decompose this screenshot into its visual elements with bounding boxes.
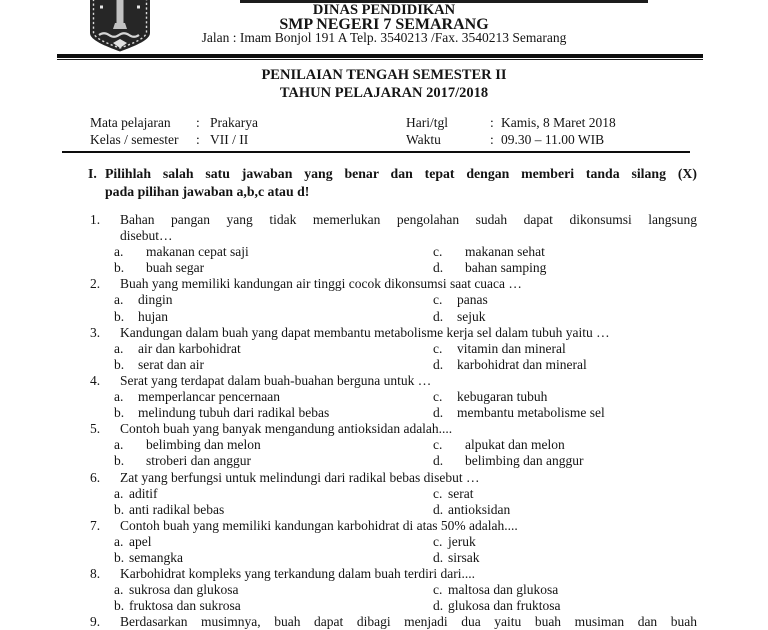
question-text: Bahan pangan yang tidak memerlukan pengolahan sudah dapat dikonsumsi langsung [120,212,697,227]
question-line [0,566,768,582]
answer-option [114,502,224,518]
option-text: fruktosa dan sukrosa [129,598,241,614]
question-number: 8. [90,566,101,582]
question-line [0,518,768,534]
answer-option [433,582,558,598]
option-letter: a. [114,533,124,549]
option-letter: a. [114,389,124,405]
question-line [0,212,768,228]
question [0,614,768,630]
option-letter: a. [114,485,124,501]
option-text: dingin [138,292,173,308]
answer-option [433,550,480,566]
answer-option [114,437,261,453]
meta-row-subject-date [0,115,768,131]
question-line [0,614,768,630]
option-letter: c. [433,485,443,501]
letterhead-divider [57,54,703,60]
question-line [0,228,768,244]
answer-option [114,389,280,405]
option-text: serat [448,485,474,501]
answer-option [114,550,183,566]
answer-option [114,486,158,502]
question-number: 4. [90,372,101,388]
instruction-line2: pada pilihan jawaban a,b,c atau d! [105,183,310,199]
answer-option [114,309,168,325]
answer-option [114,534,152,550]
question [0,325,768,373]
option-letter: b. [114,308,125,324]
exam-title-line2: TAHUN PELAJARAN 2017/2018 [279,84,489,101]
answer-option [114,341,241,357]
option-text: memperlancar pencernaan [138,389,281,405]
option-text: panas [457,292,488,308]
answer-option [114,244,249,260]
question-text: Kandungan dalam buah yang dapat membantu metabolisme kerja sel dalam tubuh yaitu … [120,324,610,340]
option-letter: b. [114,549,125,565]
question-line [0,276,768,292]
class-value: VII / II [210,131,249,147]
option-text: membantu metabolisme sel [457,405,605,421]
option-letter: c. [433,437,443,453]
question [0,276,768,324]
answer-option [433,389,547,405]
option-text: melindung tubuh dari radikal bebas [138,405,330,421]
option-text: buah segar [146,260,205,276]
answer-option [433,309,486,325]
option-letter: d. [433,405,444,421]
class-label: Kelas / semester [90,131,179,147]
option-letter: c. [433,533,443,549]
option-text: sirsak [448,549,480,565]
exam-title-line1: PENILAIAN TENGAH SEMESTER II [261,67,507,83]
answer-option [433,534,476,550]
colon: : [490,131,494,147]
answer-option [114,405,329,421]
option-text: antioksidan [448,501,511,517]
answer-option [433,598,560,614]
exam-title [0,67,768,102]
option-letter: b. [114,260,125,276]
options-row [0,582,768,598]
option-text: semangka [129,549,183,565]
option-text: makanan cepat saji [146,244,249,260]
time-label: Waktu [406,131,441,147]
answer-option [433,341,566,357]
option-letter: c. [433,582,443,598]
question-text: Berdasarkan musimnya, buah dapat dibagi menjadi dua yaitu buah musiman dan buah [120,614,697,630]
option-text: makanan sehat [465,244,545,260]
option-text: sejuk [457,308,486,324]
letterhead [0,4,768,45]
option-letter: a. [114,292,124,308]
option-letter: d. [433,260,444,276]
question-line [0,325,768,341]
option-text: belimbing dan anggur [465,453,584,469]
option-text: hujan [138,308,168,324]
option-letter: d. [433,501,444,517]
answer-option [433,486,473,502]
question [0,518,768,566]
answer-option [433,453,583,469]
question-number: 7. [90,517,101,533]
subject-label: Mata pelajaran [90,115,171,130]
option-letter: a. [114,340,124,356]
option-letter: c. [433,340,443,356]
answer-option [433,357,587,373]
question-number: 6. [90,469,101,485]
question-text: Contoh buah yang memiliki kandungan karbohidrat di atas 50% adalah.... [120,517,518,533]
answer-option [433,292,488,308]
section-numeral: I. [88,166,97,181]
option-text: sukrosa dan glukosa [129,582,239,598]
options-row [0,405,768,421]
answer-option [114,453,251,469]
question [0,373,768,421]
option-text: apel [129,533,152,549]
option-text: bahan samping [465,260,547,276]
date-label: Hari/tgl [406,115,448,130]
option-text: serat dan air [138,356,204,372]
option-letter: b. [114,501,125,517]
answer-option [114,357,204,373]
option-letter: b. [114,453,125,469]
meta-divider [62,151,690,153]
option-letter: b. [114,356,125,372]
school-name: SMP NEGERI 7 SEMARANG [279,15,489,33]
answer-option [433,437,565,453]
question [0,470,768,518]
question [0,421,768,469]
option-letter: c. [433,244,443,260]
question-number: 5. [90,421,101,437]
question-text: Karbohidrat kompleks yang terkandung dalam buah terdiri dari.... [120,566,476,582]
answer-option [433,405,605,421]
option-text: glukosa dan fruktosa [448,598,561,614]
option-text: anti radikal bebas [129,501,225,517]
answer-option [114,598,241,614]
instruction-line1: Pilihlah salah satu jawaban yang benar dan tepat dengan memberi tanda silang (X) [105,166,697,181]
option-letter: a. [114,244,124,260]
agency-name: DINAS PENDIDIKAN [312,2,456,18]
question-number: 9. [90,614,101,630]
options-row [0,309,768,325]
options-row [0,598,768,614]
option-text: aditif [129,485,158,501]
time-value: 09.30 – 11.00 WIB [501,131,605,147]
options-row [0,260,768,276]
question-number: 1. [90,212,101,227]
question-line [0,470,768,486]
options-row [0,453,768,469]
answer-option [433,260,546,276]
question-text: Zat yang berfungsi untuk melindungi dari radikal bebas disebut … [120,469,480,485]
option-letter: d. [433,598,444,614]
answer-option [114,292,173,308]
answer-option [433,244,545,260]
question-number: 3. [90,324,101,340]
option-text: karbohidrat dan mineral [457,356,587,372]
question-number: 2. [90,276,101,292]
options-row [0,437,768,453]
option-text: belimbing dan melon [146,437,261,453]
options-row [0,389,768,405]
options-row [0,534,768,550]
answer-option [433,502,510,518]
option-text: air dan karbohidrat [138,340,241,356]
options-row [0,550,768,566]
options-row [0,486,768,502]
question [0,212,768,276]
question-text: disebut… [120,228,173,244]
option-text: jeruk [448,533,476,549]
options-row [0,341,768,357]
option-letter: c. [433,292,443,308]
question-line [0,421,768,437]
question-text: Serat yang terdapat dalam buah-buahan berguna untuk … [120,372,432,388]
option-text: kebugaran tubuh [457,389,548,405]
option-letter: a. [114,437,124,453]
school-address: Jalan : Imam Bonjol 191 A Telp. 3540213 /Fax. 3540213 Semarang [201,30,567,45]
colon: : [196,131,200,147]
options-row [0,292,768,308]
question-text: Contoh buah yang banyak mengandung antioksidan adalah.... [120,421,453,437]
option-letter: d. [433,453,444,469]
option-text: vitamin dan mineral [457,340,566,356]
subject-value: Prakarya [210,115,258,130]
colon: : [490,115,494,130]
options-row [0,244,768,260]
question-text: Buah yang memiliki kandungan air tinggi cocok dikonsumsi saat cuaca … [120,276,522,292]
section-instruction [0,165,768,200]
options-row [0,502,768,518]
option-text: alpukat dan melon [465,437,565,453]
option-letter: a. [114,582,124,598]
option-letter: b. [114,405,125,421]
options-row [0,357,768,373]
date-value: Kamis, 8 Maret 2018 [501,115,616,130]
questions-area [0,212,768,630]
answer-option [114,582,238,598]
option-letter: d. [433,356,444,372]
option-letter: d. [433,308,444,324]
question-line [0,373,768,389]
colon: : [196,115,200,130]
option-letter: c. [433,389,443,405]
meta-row-class-time [0,132,768,148]
option-letter: b. [114,598,125,614]
option-text: stroberi dan anggur [146,453,251,469]
answer-option [114,260,204,276]
option-text: maltosa dan glukosa [448,582,559,598]
question [0,566,768,614]
option-letter: d. [433,549,444,565]
